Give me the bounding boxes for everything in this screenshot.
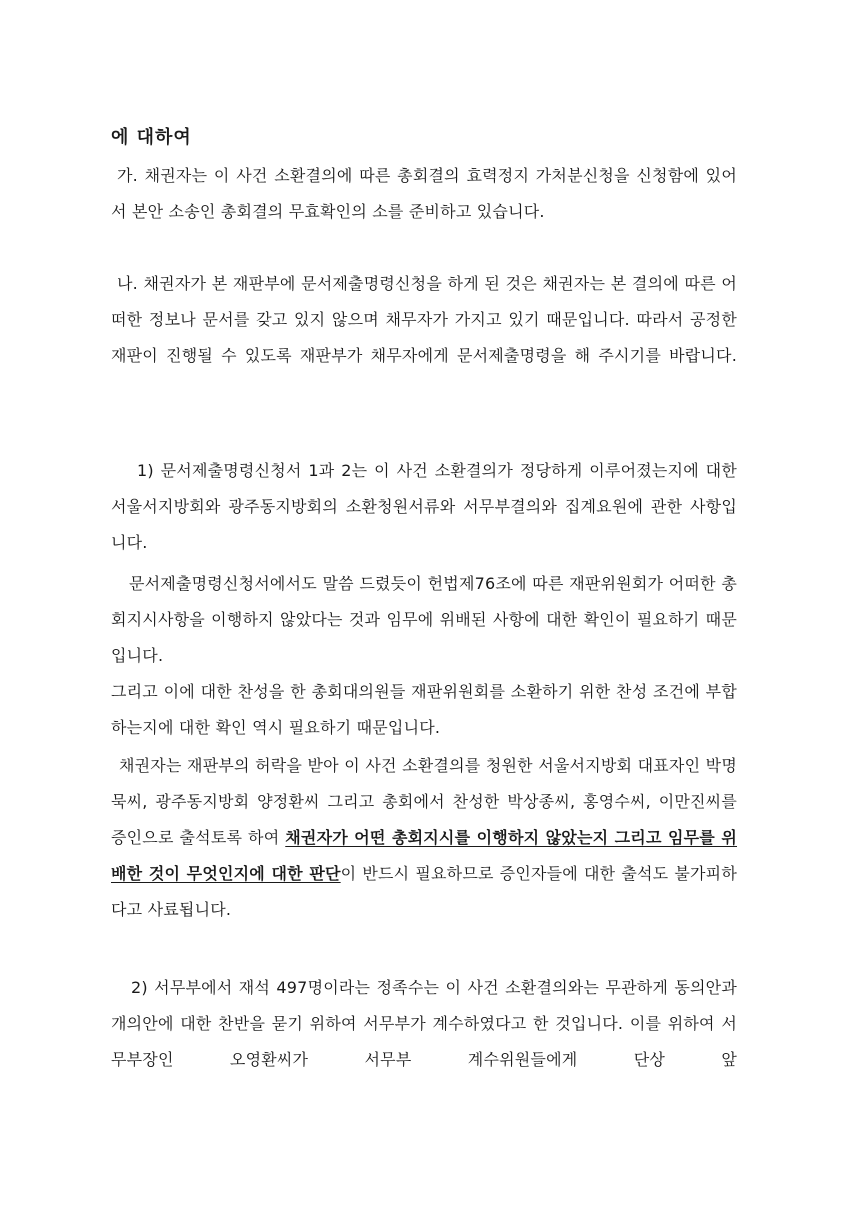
paragraph-item-1d-text-c: 이 반드시 필요하므로 증인자들에 대한 출석도 불가피하다고 사료됩니다. (111, 864, 737, 919)
paragraph-item-1b: 문서제출명령신청서에서도 말씀 드렸듯이 헌법제76조에 따른 재판위원회가 어떠한 총회지시사항을 이행하지 않았다는 것과 임무에 위배된 사항에 대한 확인이 필요하기 때문입니다. (111, 574, 737, 665)
paragraph-item-1c: 그리고 이에 대한 찬성을 한 총회대의원들 재판위원회를 소환하기 위한 찬성 조건에 부합하는지에 대한 확인 역시 필요하기 때문입니다. (111, 682, 737, 737)
section-heading: 에 대하여 (111, 127, 192, 148)
paragraph-item-1d-text-a: 채권자는 재판부의 허락을 받아 이 사건 소환결의를 청원한 서울서지방회 대표자인 박명묵씨, 광주동지방회 양정환씨 그리고 총회에서 찬성한 박상종씨, 홍영수씨, 이만진씨를 증인으로 출석토록 하여 (111, 756, 737, 847)
paragraph-item-1: 1) 문서제출명령신청서 1과 2는 이 사건 소환결의가 정당하게 이루어졌는지에 대한 서울서지방회와 광주동지방회의 소환청원서류와 서무부결의와 집계요원에 관한 사항입니다. (111, 461, 737, 552)
paragraph-item-1d (111, 748, 737, 928)
emphasized-text: 채권자가 어떤 총회지시를 이행하지 않았는지 그리고 임무를 위배한 것이 무엇인지에 대한 판단 (111, 828, 738, 883)
paragraph-item-2: 2) 서무부에서 재석 497명이라는 정족수는 이 사건 소환결의와는 무관하게 동의안과 개의안에 대한 찬반을 묻기 위하여 서무부가 계수하였다고 한 것입니다. 이를 위하여 서무부장인 오영환씨가 서무부 계수위원들에게 단상 앞 (111, 978, 737, 1069)
paragraph-na: 나. 채권자가 본 재판부에 문서제출명령신청을 하게 된 것은 채권자는 본 결의에 따른 어떠한 정보나 문서를 갖고 있지 않으며 채무자가 가지고 있기 때문입니다. 따라서 공정한 재판이 진행될 수 있도록 재판부가 채무자에게 문서제출명령을 해 주시기를 바랍니다. (111, 274, 737, 365)
paragraph-ga: 가. 채권자는 이 사건 소환결의에 따른 총회결의 효력정지 가처분신청을 신청함에 있어서 본안 소송인 총회결의 무효확인의 소를 준비하고 있습니다. (111, 166, 737, 221)
